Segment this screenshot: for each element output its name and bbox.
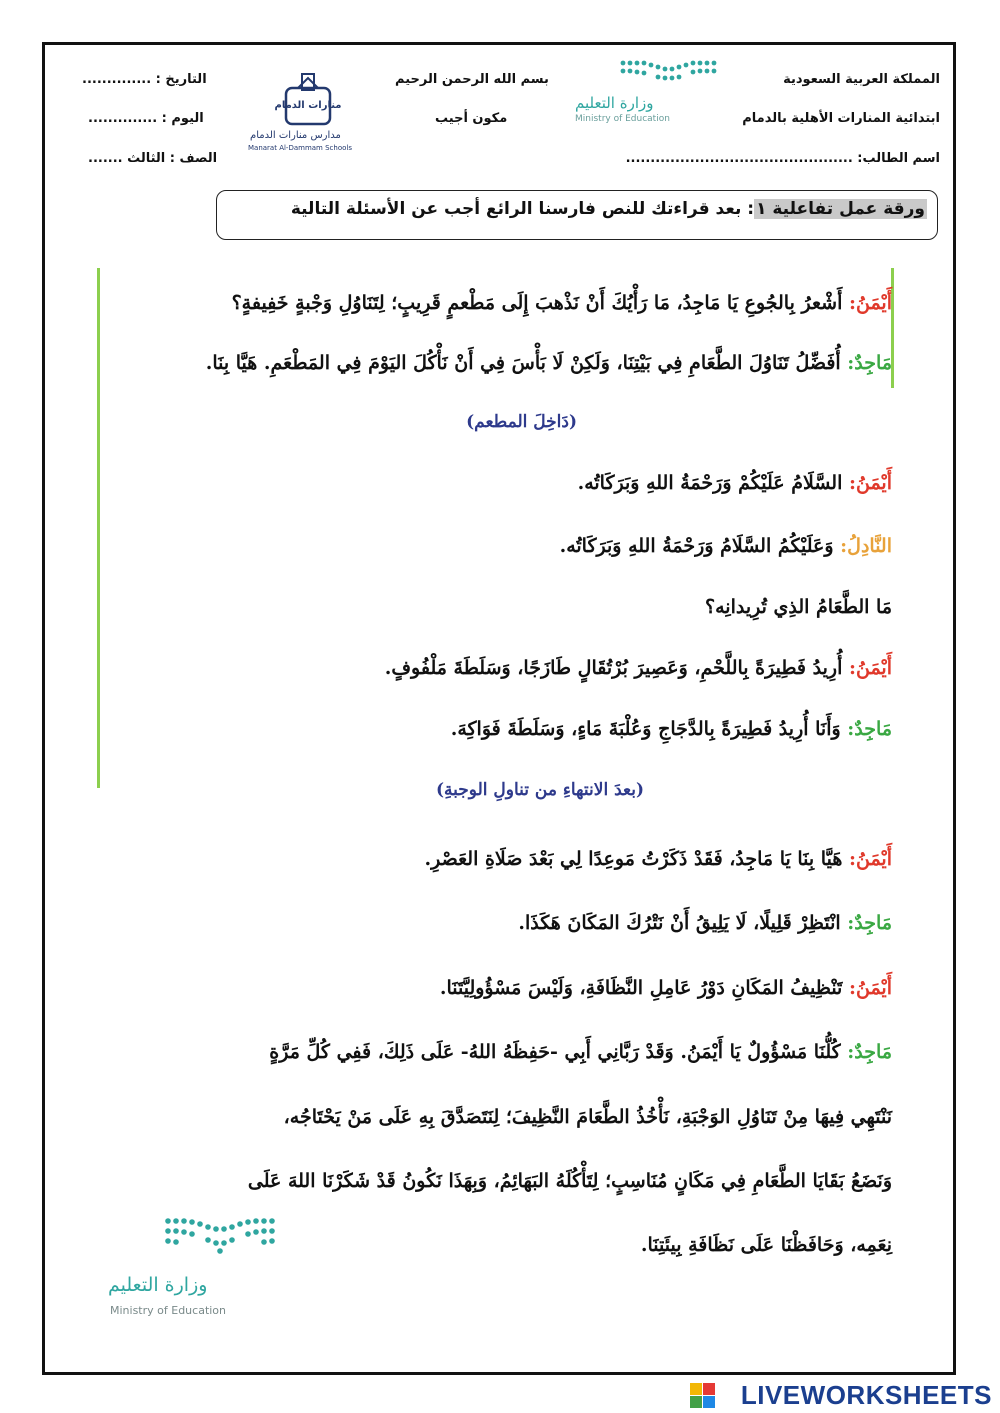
dialogue-line: مَاجِدٌ: وَأَنَا أُرِيدُ فَطِيرَةً بِالدَّجَاجِ وَعُلْبَةَ مَاءٍ، وَسَلَطَةَ فَوَاكِهَ. <box>450 718 892 740</box>
school-logo-caption-en: Manarat Al-Dammam Schools <box>248 144 352 152</box>
dialogue-line: مَاجِدٌ: أُفَضِّلُ تَنَاوُلَ الطَّعَامِ فِي بَيْتِنَا، وَلَكِنْ لَا بَأْسَ فِي أَنْ نَأْكُلَ اليَوْمَ فِي المَطْعَمِ. هَيَّا بِنَا. <box>205 352 892 374</box>
school-logo-icon <box>272 70 344 128</box>
ministry-logo-dots-icon <box>618 58 718 82</box>
speaker-majed: مَاجِدٌ: <box>847 1041 892 1063</box>
school-logo-text: منارات الدمام <box>274 100 342 111</box>
stage-direction: (بعدَ الانتهاءِ من تناولِ الوجبةِ) <box>436 780 644 800</box>
dialogue-line: أَيْمَنُ: هَيَّا بِنَا يَا مَاجِدُ، فَقَدْ ذَكَرْتُ مَوعِدًا لِي بَعْدَ صَلَاةِ العَصْرِ. <box>424 848 892 870</box>
speaker-ayman: أَيْمَنُ: <box>848 977 892 999</box>
speaker-majed: مَاجِدٌ: <box>847 718 892 740</box>
date-field[interactable]: التاريخ : .............. <box>82 72 207 87</box>
speaker-waiter: النَّادِلُ: <box>840 535 892 557</box>
speaker-ayman: أَيْمَنُ: <box>848 657 892 679</box>
speaker-majed: مَاجِدٌ: <box>847 912 892 934</box>
footer-ministry-name-en: Ministry of Education <box>110 1304 227 1317</box>
dialogue-line: مَاجِدٌ: كُلُّنَا مَسْؤُولٌ يَا أَيْمَنُ. وَقَدْ رَبَّانِي أَبِي -حَفِظَهُ اللهُ- عَلَى ذَلِكَ، فَفِي كُلِّ مَرَّةٍ <box>269 1041 892 1063</box>
dialogue-line: وَنَضَعُ بَقَايَا الطَّعَامِ فِي مَكَانٍ مُنَاسِبٍ؛ لِتَأْكُلَهُ البَهَائِمُ، وَبِهَذَا نَكُونُ قَدْ شَكَرْنَا اللهَ عَلَى <box>247 1170 892 1192</box>
worksheet-title-highlight: ورقة عمل تفاعلية ١ <box>756 199 925 219</box>
dialogue-line: أَيْمَنُ: تَنْظِيفُ المَكَانِ دَوْرُ عَامِلِ النَّظَافَةِ، وَلَيْسَ مَسْؤُولِيَّتَنَا. <box>439 977 892 999</box>
speaker-ayman: أَيْمَنُ: <box>848 848 892 870</box>
speaker-ayman: أَيْمَنُ: <box>848 292 892 314</box>
grade-field[interactable]: الصف : الثالث ....... <box>88 151 218 166</box>
day-field[interactable]: اليوم : .............. <box>88 111 204 126</box>
speaker-ayman: أَيْمَنُ: <box>848 472 892 494</box>
worksheet-title <box>216 190 938 240</box>
ministry-logo-dots-icon <box>163 1216 277 1256</box>
dialogue-line: أَيْمَنُ: أَشْعرُ بِالجُوعِ يَا مَاجِدُ، مَا رَأْيُكَ أَنْ نَذْهبَ إِلَى مَطْعمٍ قَرِيبٍ؛ لِتَنَاوُلِ وَجْبةٍ خَفِيفةٍ؟ <box>231 292 892 314</box>
dialogue-line: أَيْمَنُ: أُرِيدُ فَطِيرَةً بِاللَّحْمِ، وَعَصِيرَ بُرْتُقَالٍ طَازَجًا، وَسَلَطَةَ مَلْفُوفٍ. <box>384 657 892 679</box>
kingdom-label: المملكة العربية السعودية <box>783 72 940 87</box>
dialogue-line: نَنْتَهِي فِيهَا مِنْ تَنَاوُلِ الوَجْبَةِ، نَأْخُذُ الطَّعَامَ النَّظِيفَ؛ لِنَتَصَدَّقَ بِهِ عَلَى مَنْ يَحْتَاجُه، <box>283 1106 892 1128</box>
stage-direction: (دَاخِلَ المطعم) <box>466 412 577 432</box>
liveworksheets-logo-icon <box>690 1383 716 1409</box>
dialogue-line: أَيْمَنُ: السَّلَامُ عَلَيْكُمْ وَرَحْمَةُ اللهِ وَبَرَكَاتُه. <box>577 472 892 494</box>
worksheet-title-instruction: : بعد قراءتك للنص فارسنا الرائع أجب عن الأسئلة التالية <box>290 199 755 219</box>
dialogue-line: نِعَمِه، وَحَافَظْنَا عَلَى نَظَافَةِ بِيئَتِنَا. <box>640 1234 892 1256</box>
component-label: مكون أجيب <box>435 111 508 126</box>
dialogue-line: مَاجِدٌ: انْتَظِرْ قَلِيلًا، لَا يَلِيقُ أَنْ نَتْرُكَ المَكَانَ هَكَذَا. <box>518 912 892 934</box>
school-name: ابتدائية المنارات الأهلية بالدمام <box>742 111 940 126</box>
speaker-majed: مَاجِدٌ: <box>847 352 892 374</box>
ministry-name-en: Ministry of Education <box>575 114 670 124</box>
dialogue-line: النَّادِلُ: وَعَلَيْكُمُ السَّلَامُ وَرَحْمَةُ اللهِ وَبَرَكَاتُه. <box>559 535 892 557</box>
school-logo-caption-ar: مدارس منارات الدمام <box>250 130 341 141</box>
dialogue-line: مَا الطَّعَامُ الذِي تُرِيدانِه؟ <box>705 596 892 618</box>
liveworksheets-brand[interactable]: LIVEWORKSHEETS <box>740 1380 992 1410</box>
footer-ministry-name-ar: وزارة التعليم <box>108 1274 208 1296</box>
ministry-name-ar: وزارة التعليم <box>575 94 654 112</box>
student-name-field[interactable]: اسم الطالب: .............................................. <box>625 151 940 166</box>
accent-line-left <box>97 268 100 788</box>
basmala: بسم الله الرحمن الرحيم <box>395 72 549 87</box>
